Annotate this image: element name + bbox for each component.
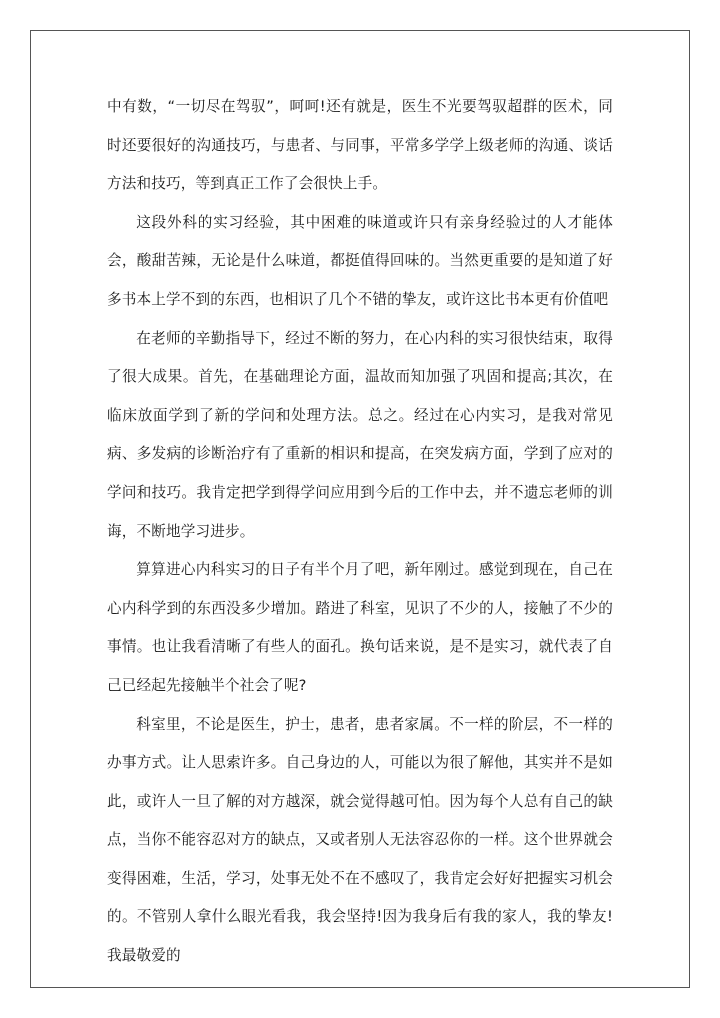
paragraph-1: 中有数，“一切尽在驾驭”，呵呵!还有就是，医生不光要驾驭超群的医术，同时还要很好的沟通技巧，与患者、与同事，平常多学学上级老师的沟通、谈话方法和技巧，等到真正工作了会很快上手。 [107, 98, 613, 193]
document-body [107, 88, 613, 976]
paragraph-4: 算算进心内科实习的日子有半个月了吧，新年刚过。感觉到现在，自己在心内科学到的东西没多少增加。踏进了科室，见识了不少的人，接触了不少的事情。也让我看清晰了有些人的面孔。换句话来说，是不是实习，就代表了自己已经起先接触半个社会了呢? [107, 561, 613, 694]
paragraph-2: 这段外科的实习经验，其中困难的味道或许只有亲身经验过的人才能体会，酸甜苦辣，无论是什么味道，都挺值得回味的。当然更重要的是知道了好多书本上学不到的东西，也相识了几个不错的挚友，或许这比书本更有价值吧 [107, 213, 613, 308]
paragraph-5: 科室里，不论是医生，护士，患者，患者家属。不一样的阶层，不一样的办事方式。让人思索许多。自己身边的人，可能以为很了解他，其实并不是如此，或许人一旦了解的对方越深，就会觉得越可怕。因为每个人总有自己的缺点，当你不能容忍对方的缺点，又或者别人无法容忍你的一样。这个世界就会变得困难，生活，学习，处事无处不在不感叹了，我肯定会好好把握实习机会的。不管别人拿什么眼光看我，我会坚持!因为我身后有我的家人，我的挚友!我最敬爱的 [107, 715, 613, 965]
paragraph-3: 在老师的辛勤指导下，经过不断的努力，在心内科的实习很快结束，取得了很大成果。首先，在基础理论方面，温故而知加强了巩固和提高;其次，在临床放面学到了新的学问和处理方法。总之。经过在心内实习，是我对常见病、多发病的诊断治疗有了重新的相识和提高，在突发病方面，学到了应对的学问和技巧。我肯定把学到得学问应用到今后的工作中去，并不遗忘老师的训诲，不断地学习进步。 [107, 329, 613, 540]
